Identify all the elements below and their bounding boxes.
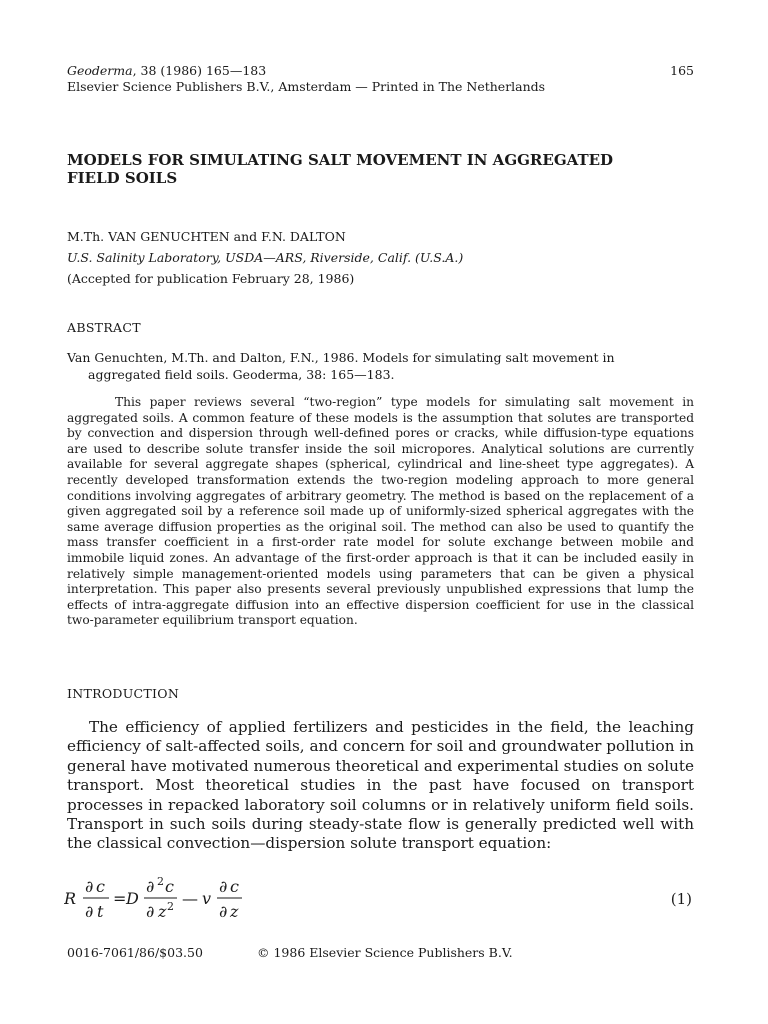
page-footer — [67, 945, 694, 960]
eq-z2: z — [230, 902, 239, 921]
title-line-2: FIELD SOILS — [67, 169, 178, 187]
introduction-text: The efficiency of applied fertilizers and pesticides in the field, the leaching efficiency of salt-affected soils, and concern for soil and groundwater pollution in general have motivated numerous theoretical and experimental studies on solute transport. Most theoretical studies in the past have focused on transport processes in repacked laboratory soil columns or in relatively uniform field soils. Transport in such soils during steady-state flow is generally predicted well with the classical convection—dispersion solute transport equation: — [67, 718, 694, 853]
eq-v: v — [202, 889, 212, 908]
eq-z1: z — [158, 902, 167, 921]
eq-D: D — [126, 889, 139, 908]
publisher-line: Elsevier Science Publishers B.V., Amsterdam — Printed in The Netherlands — [67, 79, 546, 94]
abstract-citation — [67, 349, 694, 383]
abstract-text: This paper reviews several “two-region” type models for simulating salt movement in aggregated soils. A common feature of these models is the assumption that solutes are transported by convection and dispersion through well-defined pores or cracks, while diffusion-type equations are used to describe solute transfer inside the soil micropores. Analytical solutions are currently available for several aggregate shapes (spherical, cylindrical and line-sheet type aggregates). A recently developed transformation extends the two-region modeling approach to more general conditions involving aggregates of arbitrary geometry. The method is based on the replacement of a given aggregated soil by a reference soil made up of uniformly-sized spherical aggregates with the same average diffusion properties as the original soil. The method can also be used to quantify the mass transfer coefficient in a first-order rate model for solute exchange between mobile and immobile liquid zones. An advantage of the first-order approach is that it can be included easily in relatively simple management-oriented models using parameters that can be given a physical interpretation. This paper also presents several previously unpublished expressions that lump the effects of intra-aggregate diffusion into an effective dispersion coefficient for use in the classical two-parameter equilibrium transport equation. — [67, 395, 694, 628]
eq-c1: c — [96, 877, 105, 896]
journal-name: Geoderma — [67, 63, 133, 78]
equation-1 — [64, 874, 694, 924]
eq-d3-den: ∂ — [219, 902, 228, 921]
equation-formula — [64, 874, 304, 924]
title-line-1: MODELS FOR SIMULATING SALT MOVEMENT IN AGGREGATED — [67, 151, 614, 169]
author-block — [67, 226, 687, 289]
eq-sq-2: 2 — [167, 900, 174, 913]
introduction-heading: INTRODUCTION — [67, 686, 180, 701]
eq-d1-den: ∂ — [85, 902, 94, 921]
author-affiliation: U.S. Salinity Laboratory, USDA—ARS, Riverside, Calif. (U.S.A.) — [67, 250, 464, 265]
citation-line-2: aggregated field soils. Geoderma, 38: 165—183. — [88, 367, 395, 382]
eq-R: R — [64, 889, 77, 908]
issn-price-code: 0016-7061/86/$03.50 — [67, 945, 203, 960]
citation-line-1: Van Genuchten, M.Th. and Dalton, F.N., 1986. Models for simulating salt movement in — [67, 350, 615, 365]
journal-issue: , 38 (1986) 165—183 — [132, 63, 267, 78]
copyright-notice: © 1986 Elsevier Science Publishers B.V. — [257, 945, 513, 960]
eq-minus: — — [182, 889, 198, 908]
journal-citation — [67, 63, 266, 79]
eq-d3-num: ∂ — [219, 877, 228, 896]
eq-d2-den: ∂ — [146, 902, 155, 921]
journal-header — [67, 63, 694, 95]
eq-equals: = — [113, 889, 127, 908]
introduction-body — [67, 718, 694, 854]
author-names: M.Th. VAN GENUCHTEN and F.N. DALTON — [67, 229, 346, 244]
eq-sq-1: 2 — [157, 875, 164, 888]
eq-c2: c — [165, 877, 174, 896]
equation-number: (1) — [670, 890, 692, 908]
paper-title — [67, 151, 687, 187]
abstract-body — [67, 395, 694, 629]
abstract-heading: ABSTRACT — [67, 320, 141, 335]
eq-c3: c — [230, 877, 239, 896]
eq-d2-num: ∂ — [146, 877, 155, 896]
page-number: 165 — [670, 63, 694, 78]
eq-t: t — [97, 902, 104, 921]
eq-d1-num: ∂ — [85, 877, 94, 896]
accepted-date: (Accepted for publication February 28, 1986) — [67, 271, 355, 286]
